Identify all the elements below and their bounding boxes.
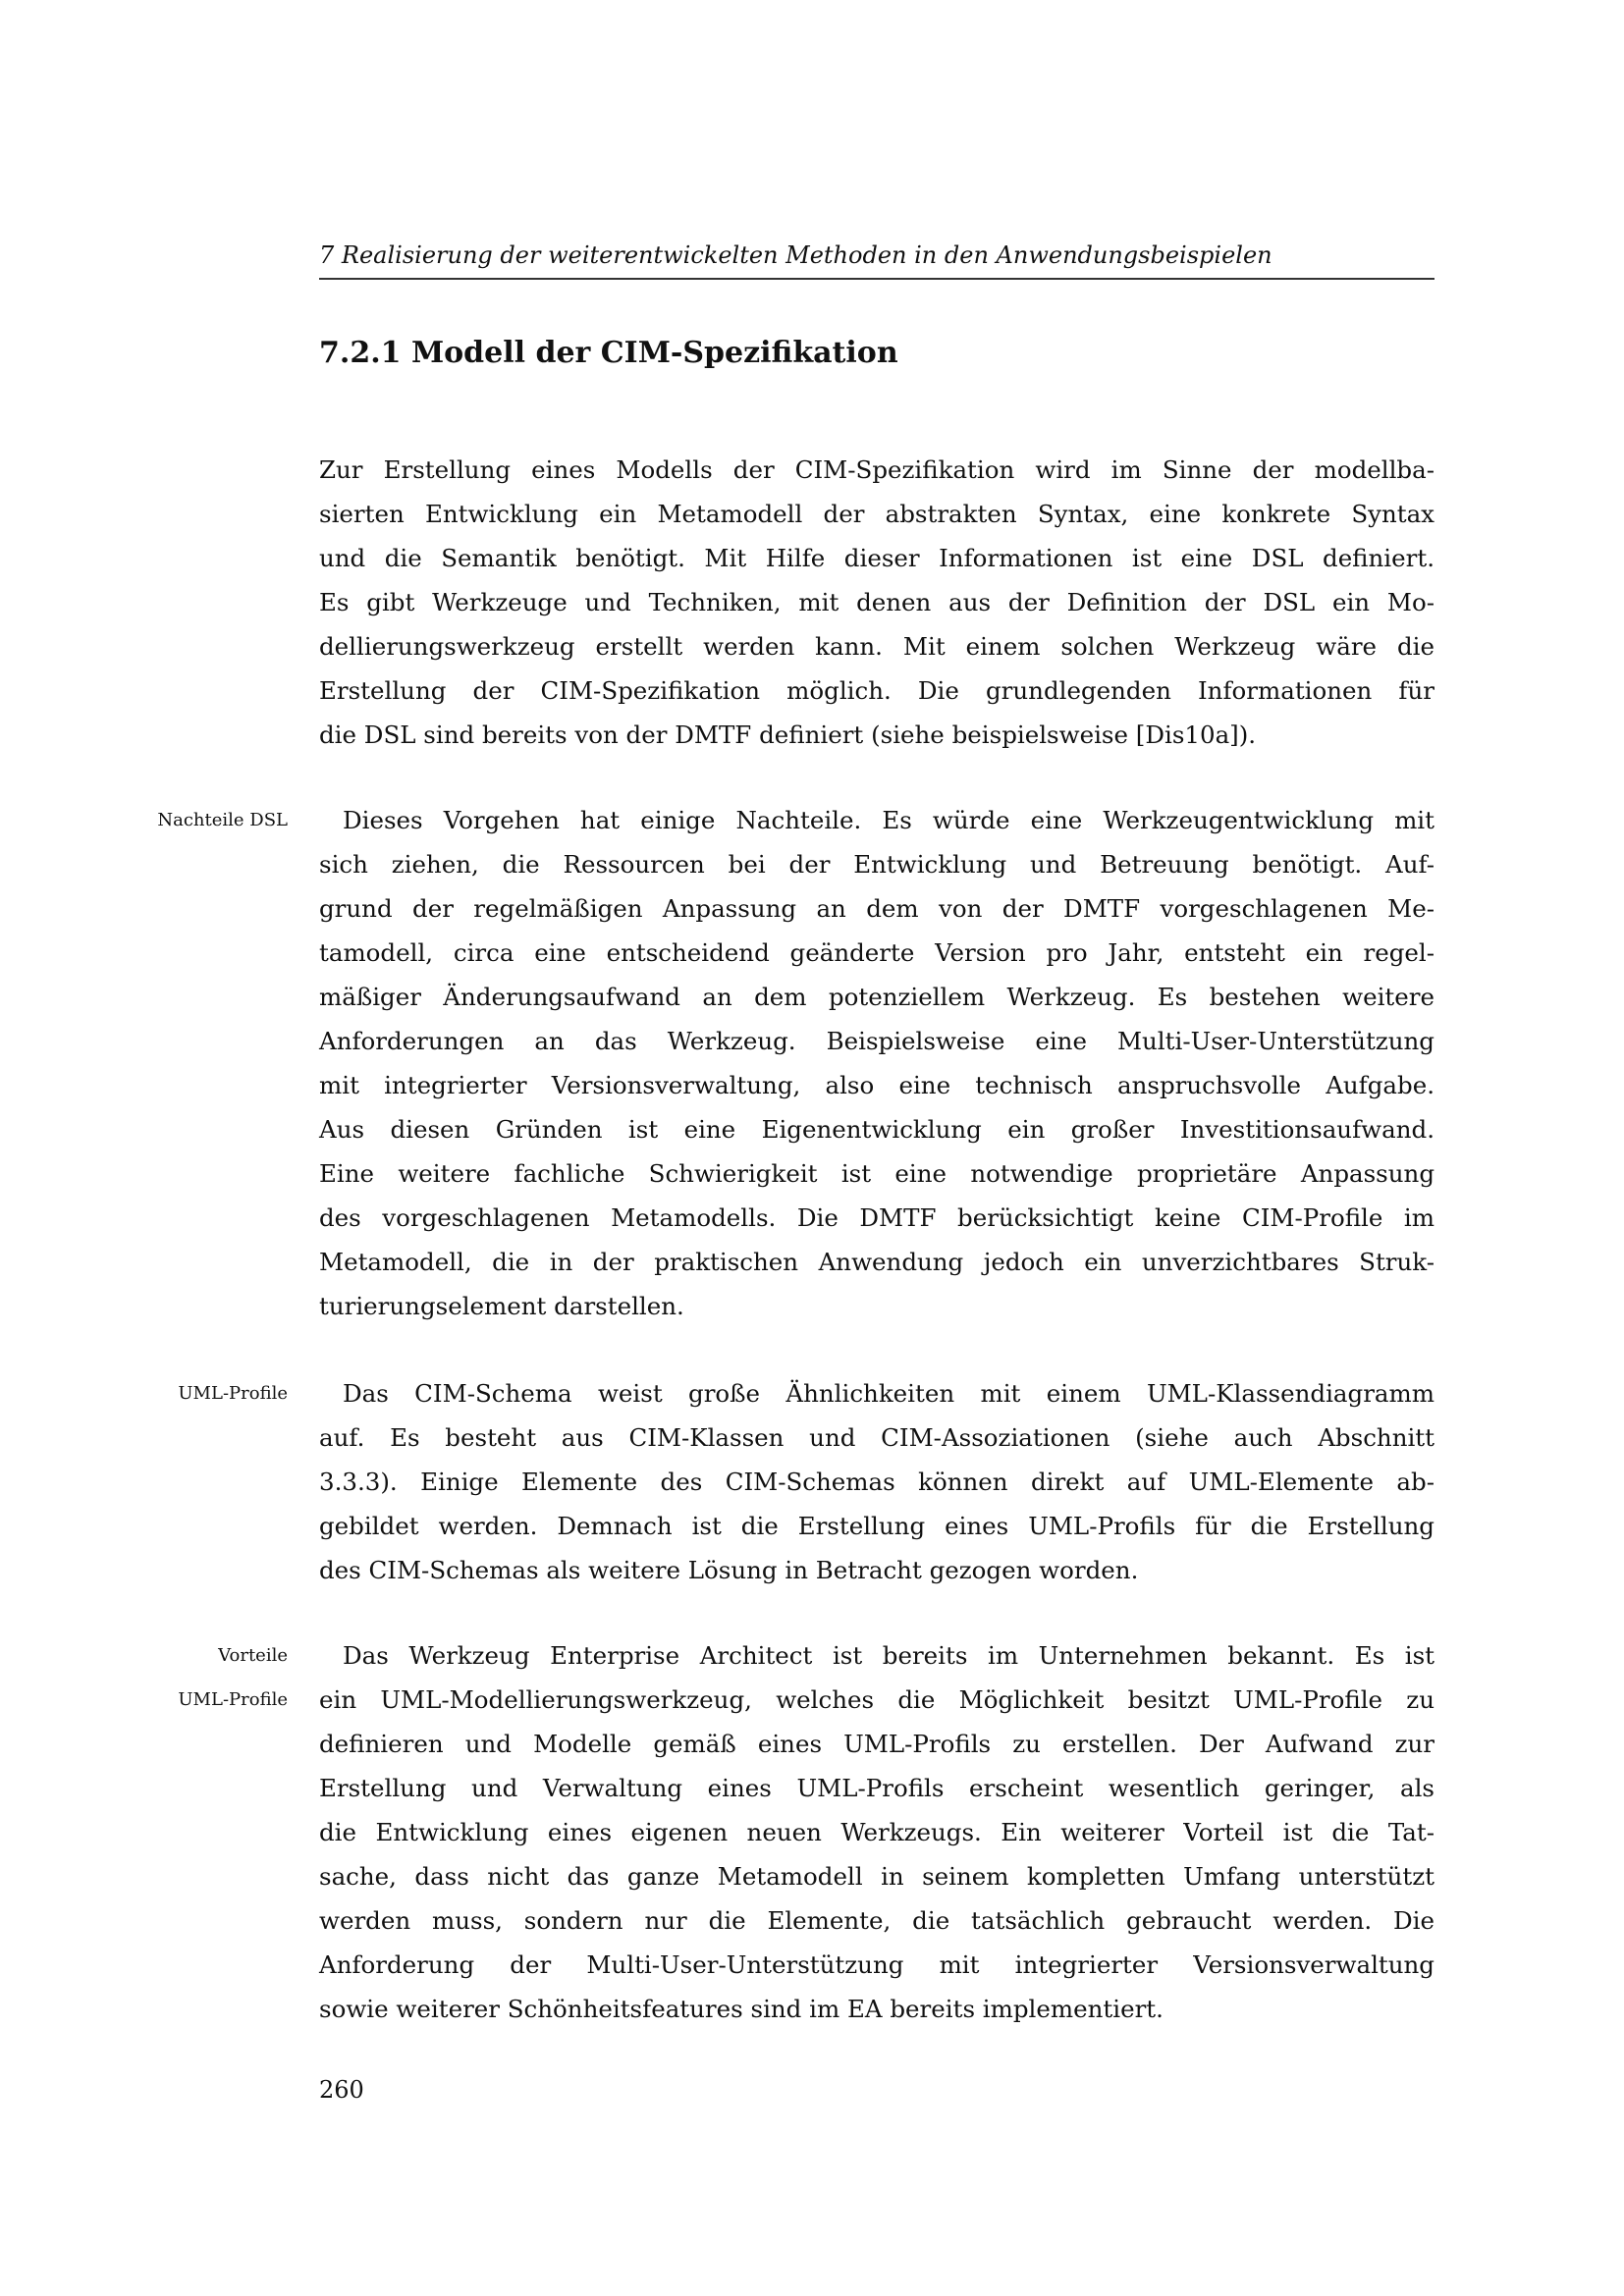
running-header: 7 Realisierung der weiterentwickelten Methoden in den Anwendungsbeispielen (319, 241, 1272, 269)
header-rule (319, 278, 1435, 280)
text-line: Erstellung der CIM-Spezifikation möglich. Die grundlegenden Informationen für (319, 676, 1435, 705)
text-line: mit integrierter Versionsverwaltung, also eine technisch anspruchsvolle Aufgabe. (319, 1071, 1435, 1099)
text-line: Anforderungen an das Werkzeug. Beispielsweise eine Multi-User-Unterstützung (319, 1027, 1435, 1055)
text-line: Aus diesen Gründen ist eine Eigenentwicklung ein großer Investitionsaufwand. (319, 1115, 1435, 1144)
margin-note-line: UML-Profile (178, 1689, 288, 1710)
text-line: und die Semantik benötigt. Mit Hilfe dieser Informationen ist eine DSL definiert. (319, 544, 1435, 572)
text-line: gebildet werden. Demnach ist die Erstellung eines UML-Profils für die Erstellung (319, 1512, 1435, 1540)
text-line: sache, dass nicht das ganze Metamodell in seinem kompletten Umfang unterstützt (319, 1862, 1435, 1891)
text-line: sowie weiterer Schönheitsfeatures sind im EA bereits implementiert. (319, 1995, 1164, 2023)
text-line: Zur Erstellung eines Modells der CIM-Spezifikation wird im Sinne der modellba- (319, 455, 1435, 484)
margin-note (178, 1633, 288, 1722)
text-line: sierten Entwicklung ein Metamodell der abstrakten Syntax, eine konkrete Syntax (319, 500, 1435, 528)
text-line: tamodell, circa eine entscheidend geänderte Version pro Jahr, entsteht ein regel- (319, 938, 1435, 967)
text-line: die Entwicklung eines eigenen neuen Werkzeugs. Ein weiterer Vorteil ist die Tat- (319, 1818, 1435, 1846)
text-line: auf. Es besteht aus CIM-Klassen und CIM-Assoziationen (siehe auch Abschnitt (319, 1423, 1435, 1452)
text-line: Das Werkzeug Enterprise Architect ist bereits im Unternehmen bekannt. Es ist (343, 1641, 1435, 1670)
paragraph (319, 1371, 1435, 1592)
paragraph (319, 798, 1435, 1328)
text-line: dellierungswerkzeug erstellt werden kann. Mit einem solchen Werkzeug wäre die (319, 632, 1435, 661)
text-line: definieren und Modelle gemäß eines UML-Profils zu erstellen. Der Aufwand zur (319, 1730, 1435, 1758)
paragraph (319, 448, 1435, 757)
margin-note (178, 1371, 288, 1415)
text-line: Eine weitere fachliche Schwierigkeit ist eine notwendige proprietäre Anpassung (319, 1159, 1435, 1188)
text-line: werden muss, sondern nur die Elemente, die tatsächlich gebraucht werden. Die (319, 1906, 1435, 1935)
text-line: Metamodell, die in der praktischen Anwendung jedoch ein unverzichtbares Struk- (319, 1248, 1435, 1276)
text-line: Das CIM-Schema weist große Ähnlichkeiten mit einem UML-Klassendiagramm (343, 1379, 1435, 1408)
margin-note-line: Vorteile (218, 1645, 288, 1666)
text-line: des CIM-Schemas als weitere Lösung in Betracht gezogen worden. (319, 1556, 1139, 1584)
page-number: 260 (319, 2076, 364, 2104)
text-line: des vorgeschlagenen Metamodells. Die DMTF berücksichtigt keine CIM-Profile im (319, 1203, 1435, 1232)
text-line: Dieses Vorgehen hat einige Nachteile. Es würde eine Werkzeugentwicklung mit (343, 806, 1435, 834)
text-line: sich ziehen, die Ressourcen bei der Entwicklung und Betreuung benötigt. Auf- (319, 850, 1435, 879)
section-heading: 7.2.1 Modell der CIM-Spezifikation (319, 336, 898, 370)
text-line: 3.3.3). Einige Elemente des CIM-Schemas können direkt auf UML-Elemente ab- (319, 1468, 1435, 1496)
paragraph (319, 1633, 1435, 2031)
margin-note (157, 798, 288, 842)
text-line: Es gibt Werkzeuge und Techniken, mit denen aus der Definition der DSL ein Mo- (319, 588, 1435, 616)
text-line: Erstellung und Verwaltung eines UML-Profils erscheint wesentlich geringer, als (319, 1774, 1435, 1802)
text-line: ein UML-Modellierungswerkzeug, welches die Möglichkeit besitzt UML-Profile zu (319, 1685, 1435, 1714)
margin-note-line: Nachteile DSL (157, 810, 288, 830)
text-line: turierungselement darstellen. (319, 1292, 684, 1320)
text-line: Anforderung der Multi-User-Unterstützung mit integrierter Versionsverwaltung (319, 1950, 1435, 1979)
margin-note-line: UML-Profile (178, 1383, 288, 1404)
text-line: mäßiger Änderungsaufwand an dem potenziellem Werkzeug. Es bestehen weitere (319, 983, 1435, 1011)
text-line: die DSL sind bereits von der DMTF definiert (siehe beispielsweise [Dis10a]). (319, 721, 1257, 749)
text-line: grund der regelmäßigen Anpassung an dem von der DMTF vorgeschlagenen Me- (319, 894, 1435, 923)
